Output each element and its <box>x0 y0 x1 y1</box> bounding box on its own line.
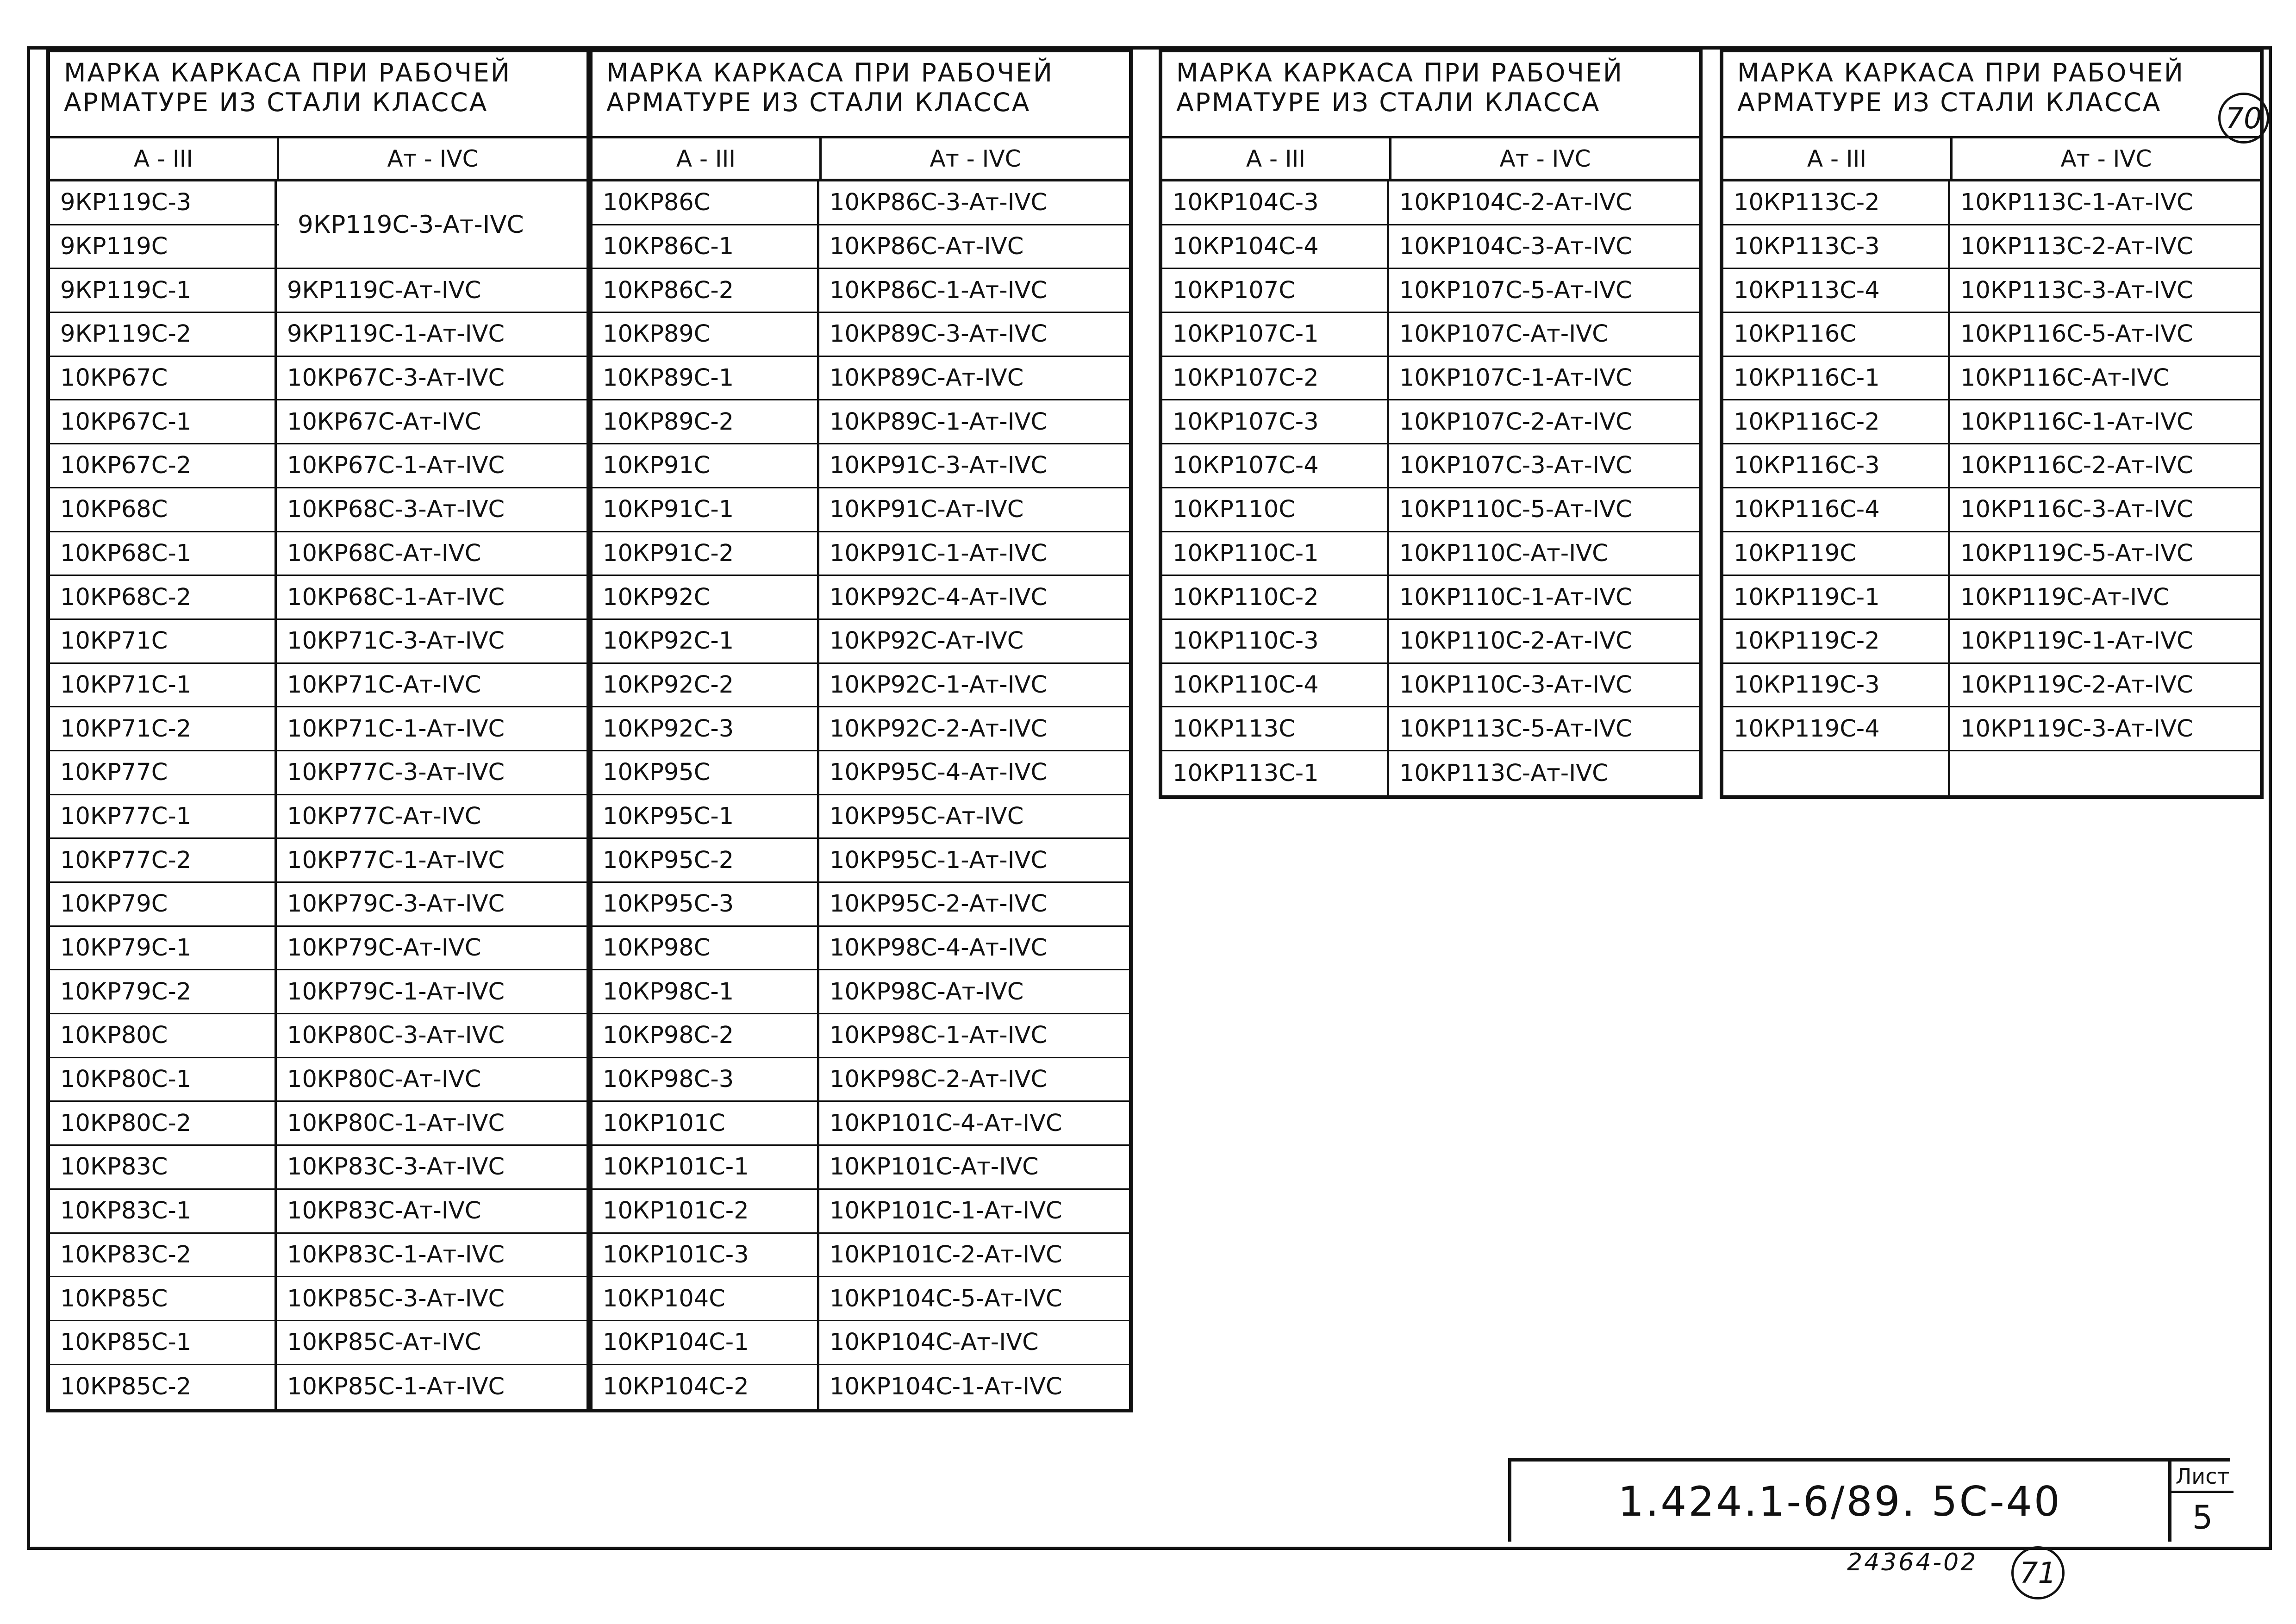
grade-at4c-cell: 10КР89С-Ат-IVС <box>830 364 1024 392</box>
table-row <box>1162 313 1699 357</box>
grade-at4c-cell: 10КР86С-3-Ат-IVС <box>830 189 1048 217</box>
table-row <box>593 1014 1129 1058</box>
grade-at4c-cell: 10КР110С-3-Ат-IVС <box>1399 671 1632 699</box>
grade-at4c-cell: 10КР86С-Ат-IVС <box>830 233 1024 261</box>
table-row <box>50 269 586 313</box>
table-row <box>50 1058 586 1102</box>
merged-grade-cell: 9КР119С-3-Ат-IVС <box>279 181 586 268</box>
grade-at4c-cell: 10КР104С-2-Ат-IVС <box>1399 189 1632 217</box>
grade-a3-cell: 10КР107С-2 <box>1162 357 1389 400</box>
grade-at4c-cell: 10КР116С-Ат-IVС <box>1960 364 2170 392</box>
grade-a3-cell: 9КР119С-2 <box>50 313 277 356</box>
column-header-a3: А - III <box>1162 138 1391 179</box>
grade-a3-cell: 10КР107С-1 <box>1162 313 1389 356</box>
table-header-line: МАРКА КАРКАСА ПРИ РАБОЧЕЙ <box>1737 58 2184 87</box>
grade-a3-cell: 10КР107С <box>1162 269 1389 312</box>
table-row <box>50 751 586 795</box>
grade-a3-cell: 10КР89С <box>593 313 819 356</box>
grade-a3-cell: 10КР86С-2 <box>593 269 819 312</box>
grade-at4c-cell: 10КР101С-2-Ат-IVС <box>830 1241 1062 1268</box>
grade-a3-cell: 10КР95С-3 <box>593 883 819 925</box>
table-row <box>593 269 1129 313</box>
grade-a3-cell: 10КР119С-2 <box>1723 620 1950 662</box>
grade-at4c-cell: 10КР95С-Ат-IVС <box>830 802 1024 830</box>
column-header-a3: А - III <box>50 138 279 179</box>
table-row <box>1723 313 2260 357</box>
grade-a3-cell: 10КР71С <box>50 620 277 662</box>
table-row <box>50 620 586 664</box>
grade-at4c-cell: 10КР80С-3-Ат-IVС <box>287 1022 505 1049</box>
grade-a3-cell: 10КР67С-2 <box>50 444 277 487</box>
table-row <box>593 620 1129 664</box>
grade-at4c-cell: 10КР101С-1-Ат-IVС <box>830 1197 1062 1225</box>
grade-at4c-cell: 10КР110С-2-Ат-IVС <box>1399 627 1632 655</box>
table-body <box>1162 181 1699 795</box>
table-row <box>50 1014 586 1058</box>
page-mark-bottom <box>2011 1546 2065 1599</box>
table-header <box>1723 52 2260 138</box>
grade-at4c-cell: 10КР95С-1-Ат-IVС <box>830 846 1048 874</box>
table-row <box>593 1234 1129 1278</box>
document-code: 1.424.1-6/89. 5С-40 <box>1511 1462 2171 1542</box>
table-row <box>50 970 586 1014</box>
grade-at4c-cell: 10КР107С-Ат-IVС <box>1399 320 1609 348</box>
grade-a3-cell: 10КР77С <box>50 751 277 794</box>
column-headers <box>1162 138 1699 181</box>
table-row <box>593 1058 1129 1102</box>
grade-at4c-cell: 10КР77С-3-Ат-IVС <box>287 759 505 787</box>
grade-at4c-cell: 10КР101С-4-Ат-IVС <box>830 1109 1062 1137</box>
grade-a3-cell: 10КР104С-2 <box>593 1365 819 1409</box>
table-row <box>50 488 586 532</box>
grade-a3-cell: 10КР98С-1 <box>593 970 819 1013</box>
table-row <box>1723 664 2260 708</box>
table-row <box>50 1190 586 1234</box>
grade-at4c-cell: 10КР107С-1-Ат-IVС <box>1399 364 1632 392</box>
table-row <box>1723 620 2260 664</box>
table-row <box>1162 664 1699 708</box>
grade-a3-cell: 10КР119С-1 <box>1723 576 1950 618</box>
grade-at4c-cell: 10КР85С-1-Ат-IVС <box>287 1373 505 1401</box>
grade-a3-cell: 10КР116С-1 <box>1723 357 1950 400</box>
grade-a3-cell: 10КР83С-1 <box>50 1190 277 1232</box>
grade-a3-cell: 10КР91С-2 <box>593 532 819 575</box>
table-row <box>1162 400 1699 444</box>
table-header-line: АРМАТУРЕ ИЗ СТАЛИ КЛАССА <box>64 87 488 117</box>
grade-a3-cell: 10КР101С-3 <box>593 1234 819 1276</box>
column-header-a3: А - III <box>1723 138 1953 179</box>
grade-a3-cell: 10КР86С <box>593 181 819 224</box>
grade-at4c-cell: 10КР92С-Ат-IVС <box>830 627 1024 655</box>
table-row <box>1723 444 2260 488</box>
table-row <box>1162 357 1699 401</box>
grade-a3-cell: 10КР80С <box>50 1014 277 1057</box>
grade-a3-cell <box>1723 751 1950 795</box>
grade-at4c-cell: 10КР71С-3-Ат-IVС <box>287 627 505 655</box>
grade-at4c-cell: 10КР98С-Ат-IVС <box>830 978 1024 1006</box>
table-body <box>593 181 1129 1409</box>
table-row <box>50 707 586 751</box>
grade-a3-cell: 10КР68С-1 <box>50 532 277 575</box>
table-row <box>50 532 586 576</box>
table-row <box>50 839 586 883</box>
table-row <box>593 751 1129 795</box>
table-row <box>1723 532 2260 576</box>
grade-a3-cell: 10КР104С-4 <box>1162 225 1389 268</box>
table-row <box>50 1146 586 1190</box>
grade-a3-cell: 10КР77С-1 <box>50 795 277 838</box>
grade-a3-cell: 10КР104С-3 <box>1162 181 1389 224</box>
grade-at4c-cell: 9КР119С-1-Ат-IVС <box>287 320 505 348</box>
grade-at4c-cell: 10КР98С-4-Ат-IVС <box>830 934 1048 962</box>
grade-a3-cell: 10КР101С-1 <box>593 1146 819 1188</box>
table-row <box>593 357 1129 401</box>
table-row <box>593 883 1129 927</box>
table-row <box>1162 488 1699 532</box>
table-row <box>593 1321 1129 1365</box>
column-headers <box>50 138 586 181</box>
grade-at4c-cell: 10КР119С-2-Ат-IVС <box>1960 671 2193 699</box>
grade-at4c-cell: 10КР79С-1-Ат-IVС <box>287 978 505 1006</box>
grade-a3-cell: 10КР92С-2 <box>593 664 819 706</box>
column-header-at4c: Ат - IVС <box>2060 145 2152 172</box>
table-header-line: МАРКА КАРКАСА ПРИ РАБОЧЕЙ <box>64 58 511 87</box>
grade-at4c-cell: 10КР68С-Ат-IVС <box>287 539 481 567</box>
table-row <box>50 576 586 620</box>
grade-at4c-cell: 10КР89С-1-Ат-IVС <box>830 408 1048 436</box>
grade-a3-cell: 10КР95С <box>593 751 819 794</box>
grade-a3-cell: 10КР119С <box>1723 532 1950 575</box>
table-row <box>1162 181 1699 225</box>
grade-a3-cell: 10КР71С-1 <box>50 664 277 706</box>
table-row <box>50 400 586 444</box>
grade-at4c-cell: 10КР104С-5-Ат-IVС <box>830 1285 1062 1312</box>
grade-at4c-cell: 10КР113С-1-Ат-IVС <box>1960 189 2193 217</box>
grade-a3-cell: 10КР110С-1 <box>1162 532 1389 575</box>
table-body <box>1723 181 2260 795</box>
grade-at4c-cell: 10КР71С-Ат-IVС <box>287 671 481 699</box>
grade-at4c-cell: 10КР67С-3-Ат-IVС <box>287 364 505 392</box>
grade-a3-cell: 10КР85С-1 <box>50 1321 277 1364</box>
grade-a3-cell: 10КР101С-2 <box>593 1190 819 1232</box>
grade-a3-cell: 10КР89С-2 <box>593 400 819 443</box>
column-header-at4c: Ат - IVС <box>387 145 479 172</box>
column-header-a3: А - III <box>593 138 822 179</box>
grade-a3-cell: 10КР107С-3 <box>1162 400 1389 443</box>
grade-a3-cell: 10КР119С-4 <box>1723 707 1950 750</box>
grade-at4c-cell: 10КР101С-Ат-IVС <box>830 1153 1039 1181</box>
table-header-line: АРМАТУРЕ ИЗ СТАЛИ КЛАССА <box>1176 87 1601 117</box>
grade-at4c-cell: 10КР113С-2-Ат-IVС <box>1960 233 2193 261</box>
grade-a3-cell: 10КР79С-1 <box>50 927 277 969</box>
grade-at4c-cell: 10КР98С-1-Ат-IVС <box>830 1022 1048 1049</box>
table-header <box>50 52 586 138</box>
grade-at4c-cell: 10КР104С-3-Ат-IVС <box>1399 233 1632 261</box>
column-header-at4c: Ат - IVС <box>930 145 1021 172</box>
grade-a3-cell: 10КР116С <box>1723 313 1950 356</box>
table-row <box>50 1102 586 1146</box>
grade-at4c-cell: 10КР113С-5-Ат-IVС <box>1399 715 1632 743</box>
table-row <box>1723 357 2260 401</box>
table-row <box>593 664 1129 708</box>
grade-a3-cell: 10КР79С-2 <box>50 970 277 1013</box>
grade-at4c-cell: 10КР119С-1-Ат-IVС <box>1960 627 2193 655</box>
table-row <box>50 883 586 927</box>
grade-at4c-cell: 10КР95С-4-Ат-IVС <box>830 759 1048 787</box>
grade-a3-cell: 10КР110С-4 <box>1162 664 1389 706</box>
grade-table-4 <box>1720 49 2264 799</box>
grade-at4c-cell: 10КР110С-5-Ат-IVС <box>1399 496 1632 524</box>
grade-at4c-cell: 10КР91С-3-Ат-IVС <box>830 452 1048 480</box>
table-body <box>50 181 586 1409</box>
grade-a3-cell: 10КР83С-2 <box>50 1234 277 1276</box>
table-row <box>593 313 1129 357</box>
sheet-label: Лист <box>2171 1462 2234 1493</box>
grade-at4c-cell: 10КР92С-2-Ат-IVС <box>830 715 1048 743</box>
table-row <box>1162 269 1699 313</box>
table-header-line: МАРКА КАРКАСА ПРИ РАБОЧЕЙ <box>606 58 1054 87</box>
table-row <box>1162 620 1699 664</box>
grade-a3-cell: 10КР113С <box>1162 707 1389 750</box>
grade-at4c-cell: 10КР110С-Ат-IVС <box>1399 539 1609 567</box>
column-headers <box>593 138 1129 181</box>
grade-at4c-cell: 10КР116С-2-Ат-IVС <box>1960 452 2193 480</box>
table-header-line: АРМАТУРЕ ИЗ СТАЛИ КЛАССА <box>606 87 1031 117</box>
grade-a3-cell: 10КР110С-3 <box>1162 620 1389 662</box>
table-row <box>1162 751 1699 795</box>
table-row <box>50 1365 586 1409</box>
grade-a3-cell: 10КР98С-3 <box>593 1058 819 1101</box>
table-row <box>593 444 1129 488</box>
grade-a3-cell: 10КР116С-2 <box>1723 400 1950 443</box>
table-row <box>50 1277 586 1321</box>
table-row <box>50 927 586 971</box>
grade-a3-cell: 10КР116С-3 <box>1723 444 1950 487</box>
table-row <box>593 970 1129 1014</box>
grade-at4c-cell: 10КР77С-1-Ат-IVС <box>287 846 505 874</box>
grade-a3-cell: 10КР79С <box>50 883 277 925</box>
grade-at4c-cell: 10КР89С-3-Ат-IVС <box>830 320 1048 348</box>
grade-a3-cell: 10КР110С-2 <box>1162 576 1389 618</box>
grade-at4c-cell: 10КР79С-Ат-IVС <box>287 934 481 962</box>
grade-at4c-cell: 10КР68С-3-Ат-IVС <box>287 496 505 524</box>
grade-a3-cell: 10КР91С <box>593 444 819 487</box>
table-header <box>593 52 1129 138</box>
table-row <box>1162 444 1699 488</box>
grade-a3-cell: 10КР98С <box>593 927 819 969</box>
table-row <box>593 488 1129 532</box>
grade-at4c-cell: 10КР110С-1-Ат-IVС <box>1399 583 1632 611</box>
grade-a3-cell: 10КР113С-1 <box>1162 751 1389 795</box>
table-row <box>1723 707 2260 751</box>
table-row <box>593 839 1129 883</box>
table-row <box>593 400 1129 444</box>
grade-table-2 <box>589 49 1133 1412</box>
grade-at4c-cell: 10КР79С-3-Ат-IVС <box>287 890 505 918</box>
grade-at4c-cell: 10КР67С-Ат-IVС <box>287 408 481 436</box>
grade-a3-cell: 10КР71С-2 <box>50 707 277 750</box>
grade-at4c-cell: 10КР107С-2-Ат-IVС <box>1399 408 1632 436</box>
table-header-line: АРМАТУРЕ ИЗ СТАЛИ КЛАССА <box>1737 87 2162 117</box>
grade-a3-cell: 10КР83С <box>50 1146 277 1188</box>
grade-at4c-cell: 10КР92С-4-Ат-IVС <box>830 583 1048 611</box>
table-row <box>50 1234 586 1278</box>
grade-a3-cell: 10КР92С-1 <box>593 620 819 662</box>
table-row <box>1162 576 1699 620</box>
page-mark-top <box>2218 93 2269 144</box>
grade-a3-cell: 10КР98С-2 <box>593 1014 819 1057</box>
table-row <box>50 795 586 839</box>
grade-a3-cell: 10КР92С-3 <box>593 707 819 750</box>
grade-a3-cell: 10КР85С-2 <box>50 1365 277 1409</box>
grade-at4c-cell: 10КР91С-1-Ат-IVС <box>830 539 1048 567</box>
table-row <box>50 1321 586 1365</box>
page-mark-bottom-text: 71 <box>2020 1556 2056 1590</box>
grade-a3-cell: 10КР92С <box>593 576 819 618</box>
grade-a3-cell: 10КР95С-2 <box>593 839 819 881</box>
grade-a3-cell: 10КР68С <box>50 488 277 531</box>
table-header <box>1162 52 1699 138</box>
table-row <box>1723 269 2260 313</box>
table-row <box>1723 181 2260 225</box>
grade-a3-cell: 10КР68С-2 <box>50 576 277 618</box>
grade-a3-cell: 10КР80С-1 <box>50 1058 277 1101</box>
grade-at4c-cell <box>1950 751 2260 795</box>
archive-number: 24364-02 <box>1847 1549 1978 1576</box>
grade-at4c-cell: 10КР77С-Ат-IVС <box>287 802 481 830</box>
table-row <box>1723 488 2260 532</box>
grade-at4c-cell: 10КР95С-2-Ат-IVС <box>830 890 1048 918</box>
grade-at4c-cell: 10КР116С-3-Ат-IVС <box>1960 496 2193 524</box>
table-row <box>593 795 1129 839</box>
table-row <box>1162 225 1699 269</box>
grade-a3-cell: 10КР95С-1 <box>593 795 819 838</box>
table-row <box>593 532 1129 576</box>
grade-at4c-cell: 10КР68С-1-Ат-IVС <box>287 583 505 611</box>
table-row <box>50 313 586 357</box>
grade-a3-cell: 10КР119С-3 <box>1723 664 1950 706</box>
title-block <box>1508 1458 2230 1542</box>
grade-table-1 <box>46 49 590 1412</box>
grade-at4c-cell: 10КР107С-3-Ат-IVС <box>1399 452 1632 480</box>
grade-at4c-cell: 10КР113С-3-Ат-IVС <box>1960 276 2193 304</box>
grade-a3-cell: 10КР85С <box>50 1277 277 1320</box>
table-row <box>1723 400 2260 444</box>
grade-at4c-cell: 10КР67С-1-Ат-IVС <box>287 452 505 480</box>
table-row <box>593 181 1129 225</box>
grade-at4c-cell: 10КР83С-3-Ат-IVС <box>287 1153 505 1181</box>
table-row <box>1723 225 2260 269</box>
table-row <box>593 225 1129 269</box>
grade-a3-cell: 10КР104С <box>593 1277 819 1320</box>
table-row <box>1162 532 1699 576</box>
grade-a3-cell: 10КР86С-1 <box>593 225 819 268</box>
grade-at4c-cell: 10КР83С-1-Ат-IVС <box>287 1241 505 1268</box>
grade-a3-cell: 10КР113С-4 <box>1723 269 1950 312</box>
grade-at4c-cell: 10КР86С-1-Ат-IVС <box>830 276 1048 304</box>
grade-a3-cell: 10КР107С-4 <box>1162 444 1389 487</box>
sheet-number: 5 <box>2192 1498 2213 1537</box>
page-mark-top-text: 70 <box>2225 101 2262 135</box>
grade-a3-cell: 10КР113С-3 <box>1723 225 1950 268</box>
table-row <box>1723 751 2260 795</box>
grade-at4c-cell: 10КР92С-1-Ат-IVС <box>830 671 1048 699</box>
table-row <box>50 357 586 401</box>
table-row <box>593 707 1129 751</box>
grade-a3-cell: 9КР119С <box>50 225 277 268</box>
grade-a3-cell: 10КР104С-1 <box>593 1321 819 1364</box>
table-row <box>593 576 1129 620</box>
grade-a3-cell: 10КР80С-2 <box>50 1102 277 1144</box>
grade-a3-cell: 10КР101С <box>593 1102 819 1144</box>
grade-table-3 <box>1159 49 1703 799</box>
table-row <box>1162 707 1699 751</box>
grade-at4c-cell: 10КР80С-1-Ат-IVС <box>287 1109 505 1137</box>
grade-at4c-cell: 10КР71С-1-Ат-IVС <box>287 715 505 743</box>
grade-at4c-cell: 10КР85С-Ат-IVС <box>287 1329 481 1356</box>
table-header-line: МАРКА КАРКАСА ПРИ РАБОЧЕЙ <box>1176 58 1623 87</box>
grade-at4c-cell: 10КР119С-Ат-IVС <box>1960 583 2170 611</box>
grade-at4c-cell: 10КР113С-Ат-IVС <box>1399 759 1609 787</box>
grade-at4c-cell: 10КР80С-Ат-IVС <box>287 1066 481 1093</box>
column-headers <box>1723 138 2260 181</box>
grade-a3-cell: 10КР77С-2 <box>50 839 277 881</box>
grade-at4c-cell: 10КР119С-3-Ат-IVС <box>1960 715 2193 743</box>
grade-a3-cell: 10КР110С <box>1162 488 1389 531</box>
grade-at4c-cell: 10КР116С-5-Ат-IVС <box>1960 320 2193 348</box>
table-row <box>593 1146 1129 1190</box>
grade-at4c-cell: 10КР107С-5-Ат-IVС <box>1399 276 1632 304</box>
grade-at4c-cell: 10КР104С-1-Ат-IVС <box>830 1373 1062 1401</box>
table-row <box>593 1102 1129 1146</box>
grade-a3-cell: 10КР89С-1 <box>593 357 819 400</box>
grade-at4c-cell: 10КР98С-2-Ат-IVС <box>830 1066 1048 1093</box>
table-row <box>593 1365 1129 1409</box>
table-row <box>593 927 1129 971</box>
table-row <box>50 444 586 488</box>
grade-at4c-cell: 10КР116С-1-Ат-IVС <box>1960 408 2193 436</box>
table-row <box>593 1190 1129 1234</box>
grade-a3-cell: 9КР119С-3 <box>50 181 277 224</box>
grade-a3-cell: 10КР67С-1 <box>50 400 277 443</box>
grade-at4c-cell: 10КР119С-5-Ат-IVС <box>1960 539 2193 567</box>
grade-at4c-cell: 9КР119С-Ат-IVС <box>287 276 481 304</box>
table-row <box>1723 576 2260 620</box>
grade-at4c-cell: 10КР83С-Ат-IVС <box>287 1197 481 1225</box>
column-header-at4c: Ат - IVС <box>1499 145 1591 172</box>
grade-at4c-cell: 10КР91С-Ат-IVС <box>830 496 1024 524</box>
grade-a3-cell: 9КР119С-1 <box>50 269 277 312</box>
grade-a3-cell: 10КР67С <box>50 357 277 400</box>
grade-a3-cell: 10КР113С-2 <box>1723 181 1950 224</box>
grade-at4c-cell: 10КР104С-Ат-IVС <box>830 1329 1039 1356</box>
grade-a3-cell: 10КР91С-1 <box>593 488 819 531</box>
table-row <box>50 664 586 708</box>
grade-at4c-cell: 10КР85С-3-Ат-IVС <box>287 1285 505 1312</box>
table-row <box>593 1277 1129 1321</box>
grade-a3-cell: 10КР116С-4 <box>1723 488 1950 531</box>
